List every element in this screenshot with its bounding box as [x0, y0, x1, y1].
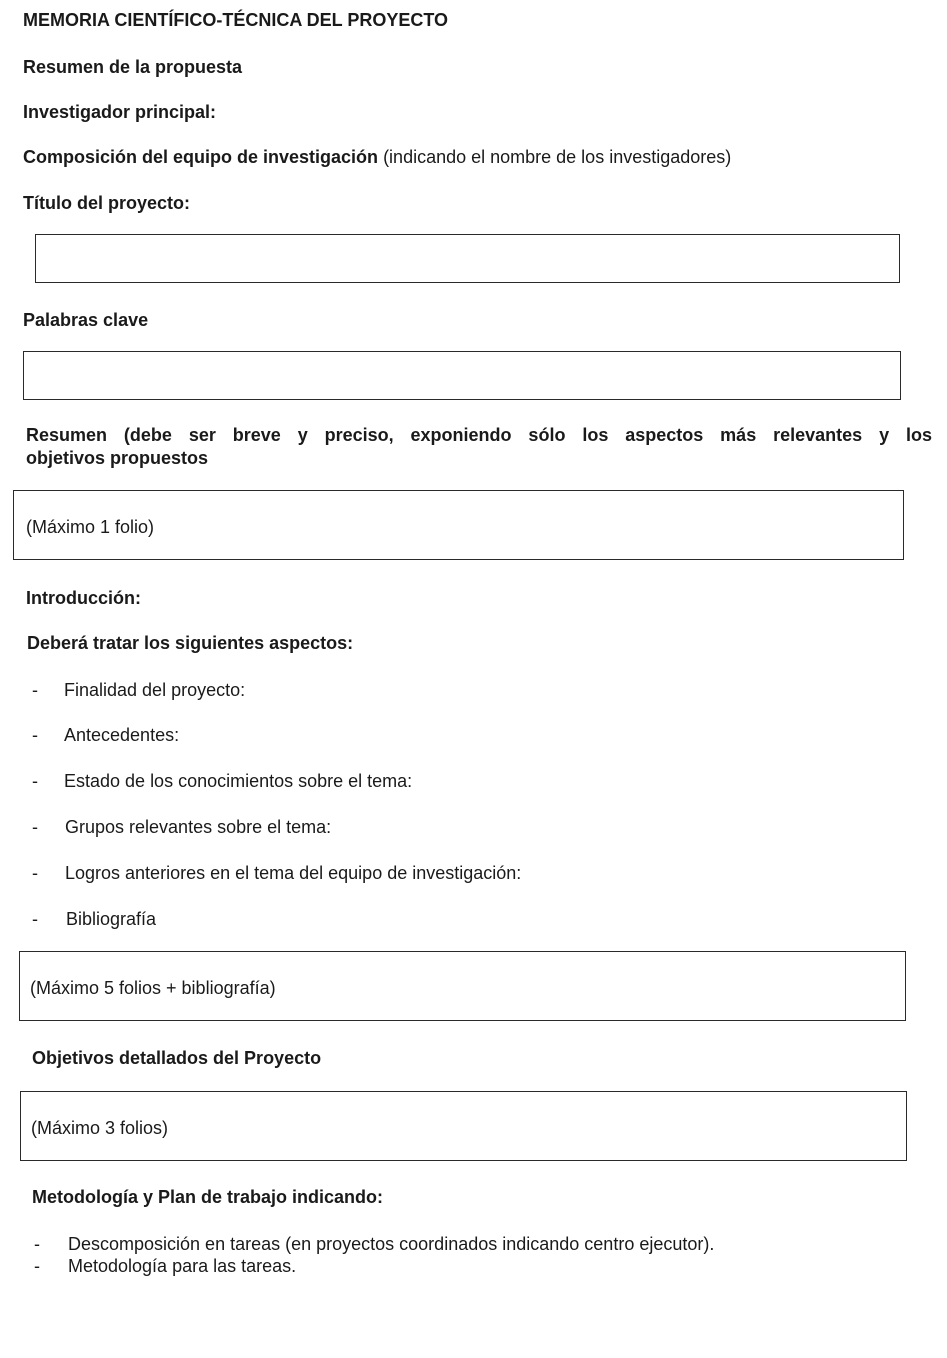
- page-title: MEMORIA CIENTÍFICO-TÉCNICA DEL PROYECTO: [23, 10, 449, 30]
- list-item-text: Grupos relevantes sobre el tema:: [65, 817, 332, 837]
- list-bullet: -: [32, 909, 38, 929]
- list-item-text: Estado de los conocimientos sobre el tema:: [64, 771, 413, 791]
- resumen-heading-line1: Resumen (debe ser breve y preciso, exponiendo sólo los aspectos más relevantes y los: [26, 425, 932, 445]
- resumen-heading-line2: objetivos propuestos: [26, 448, 209, 468]
- section-heading-metodologia: Metodología y Plan de trabajo indicando:: [32, 1187, 384, 1207]
- aspectos-heading: Deberá tratar los siguientes aspectos:: [27, 633, 354, 653]
- introduccion-field[interactable]: [19, 951, 906, 1021]
- section-heading-composicion: [23, 146, 731, 168]
- list-bullet: -: [32, 817, 38, 837]
- titulo-field[interactable]: [35, 234, 900, 283]
- list-bullet: -: [32, 863, 38, 883]
- section-heading-titulo: Título del proyecto:: [23, 193, 191, 213]
- introduccion-box-hint: (Máximo 5 folios + bibliografía): [30, 978, 276, 998]
- composicion-label: Composición del equipo de investigación: [23, 147, 379, 167]
- section-heading-introduccion: Introducción:: [26, 588, 141, 608]
- list-item-text: Finalidad del proyecto:: [64, 680, 246, 700]
- objetivos-field[interactable]: [20, 1091, 907, 1161]
- list-item-text: Bibliografía: [66, 909, 157, 929]
- section-heading-investigador-principal: Investigador principal:: [23, 102, 217, 122]
- section-heading-objetivos: Objetivos detallados del Proyecto: [32, 1048, 322, 1068]
- list-bullet: -: [32, 680, 38, 700]
- list-item-text: Logros anteriores en el tema del equipo de investigación:: [65, 863, 522, 883]
- list-item-text: Descomposición en tareas (en proyectos coordinados indicando centro ejecutor).: [68, 1234, 715, 1254]
- list-item-text: Antecedentes:: [64, 725, 180, 745]
- section-heading-resumen-propuesta: Resumen de la propuesta: [23, 57, 243, 77]
- list-bullet: -: [34, 1256, 40, 1276]
- list-bullet: -: [32, 771, 38, 791]
- list-bullet: -: [34, 1234, 40, 1254]
- list-bullet: -: [32, 725, 38, 745]
- objetivos-box-hint: (Máximo 3 folios): [31, 1118, 169, 1138]
- section-heading-palabras-clave: Palabras clave: [23, 310, 149, 330]
- list-item-text: Metodología para las tareas.: [68, 1256, 297, 1276]
- palabras-clave-field[interactable]: [23, 351, 901, 400]
- composicion-note: (indicando el nombre de los investigadores): [383, 147, 732, 167]
- resumen-box-hint: (Máximo 1 folio): [26, 517, 155, 537]
- resumen-field[interactable]: [13, 490, 904, 560]
